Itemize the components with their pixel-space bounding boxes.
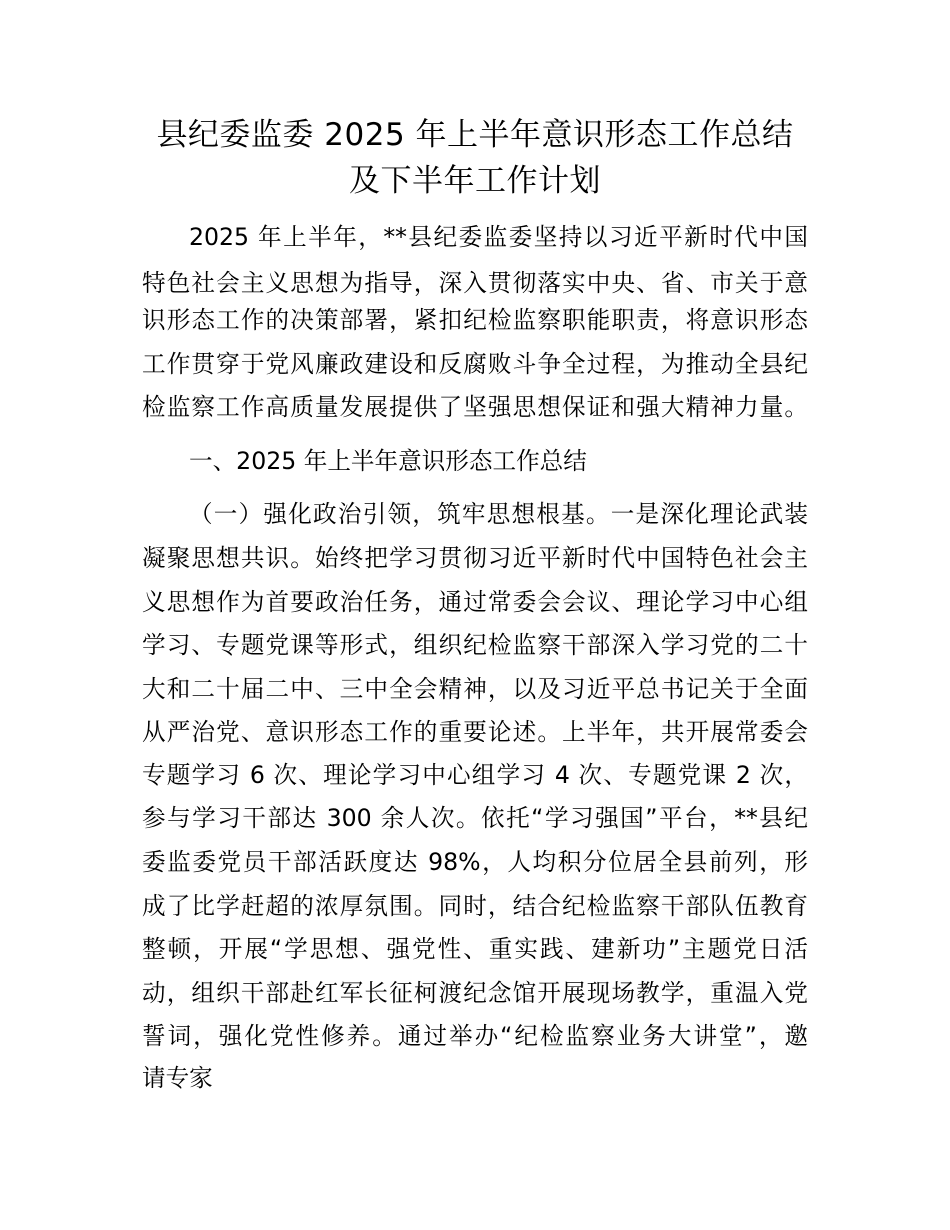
intro-paragraph-line: 特色社会主义思想为指导，深入贯彻落实中央、省、市关于意 [142,269,808,297]
subsection-paragraph-line: 委监委党员干部活跃度达 98%，人均积分位居全县前列，形 [142,848,808,876]
subsection-paragraph-line: 义思想作为首要政治任务，通过常委会会议、理论学习中心组 [142,588,808,616]
document-title-line-2: 及下半年工作计划 [349,163,601,199]
subsection-paragraph-line: 学习、专题党课等形式，组织纪检监察干部深入学习党的二十 [142,631,808,659]
document-title-line-1: 县纪委监委 2025 年上半年意识形态工作总结 [156,117,794,153]
subsection-paragraph-line: 请专家 [142,1064,213,1092]
subsection-paragraph-line: 整顿，开展“学思想、强党性、重实践、建新功”主题党日活 [142,935,808,963]
intro-paragraph-line: 工作贯穿于党风廉政建设和反腐败斗争全过程，为推动全县纪 [142,350,808,378]
subsection-paragraph-line: 从严治党、意识形态工作的重要论述。上半年，共开展常委会 [142,718,808,746]
intro-paragraph-line: 2025 年上半年，**县纪委监委坚持以习近平新时代中国 [189,223,808,251]
section-heading: 一、2025 年上半年意识形态工作总结 [189,447,587,475]
subsection-paragraph-line: 凝聚思想共识。始终把学习贯彻习近平新时代中国特色社会主 [142,544,808,572]
intro-paragraph-line: 检监察工作高质量发展提供了坚强思想保证和强大精神力量。 [142,393,808,421]
intro-paragraph-line: 识形态工作的决策部署，紧扣纪检监察职能职责，将意识形态 [142,306,808,334]
subsection-paragraph-line: 专题学习 6 次、理论学习中心组学习 4 次、专题党课 2 次， [142,761,808,789]
subsection-paragraph-line: （一）强化政治引领，筑牢思想根基。一是深化理论武装 [189,500,808,528]
subsection-paragraph-line: 参与学习干部达 300 余人次。依托“学习强国”平台，**县纪 [142,804,808,832]
subsection-paragraph-line: 誓词，强化党性修养。通过举办“纪检监察业务大讲堂”，邀 [142,1022,808,1050]
subsection-paragraph-line: 成了比学赶超的浓厚氛围。同时，结合纪检监察干部队伍教育 [142,892,808,920]
subsection-paragraph-line: 动，组织干部赴红军长征柯渡纪念馆开展现场教学，重温入党 [142,979,808,1007]
subsection-paragraph-line: 大和二十届二中、三中全会精神，以及习近平总书记关于全面 [142,675,808,703]
